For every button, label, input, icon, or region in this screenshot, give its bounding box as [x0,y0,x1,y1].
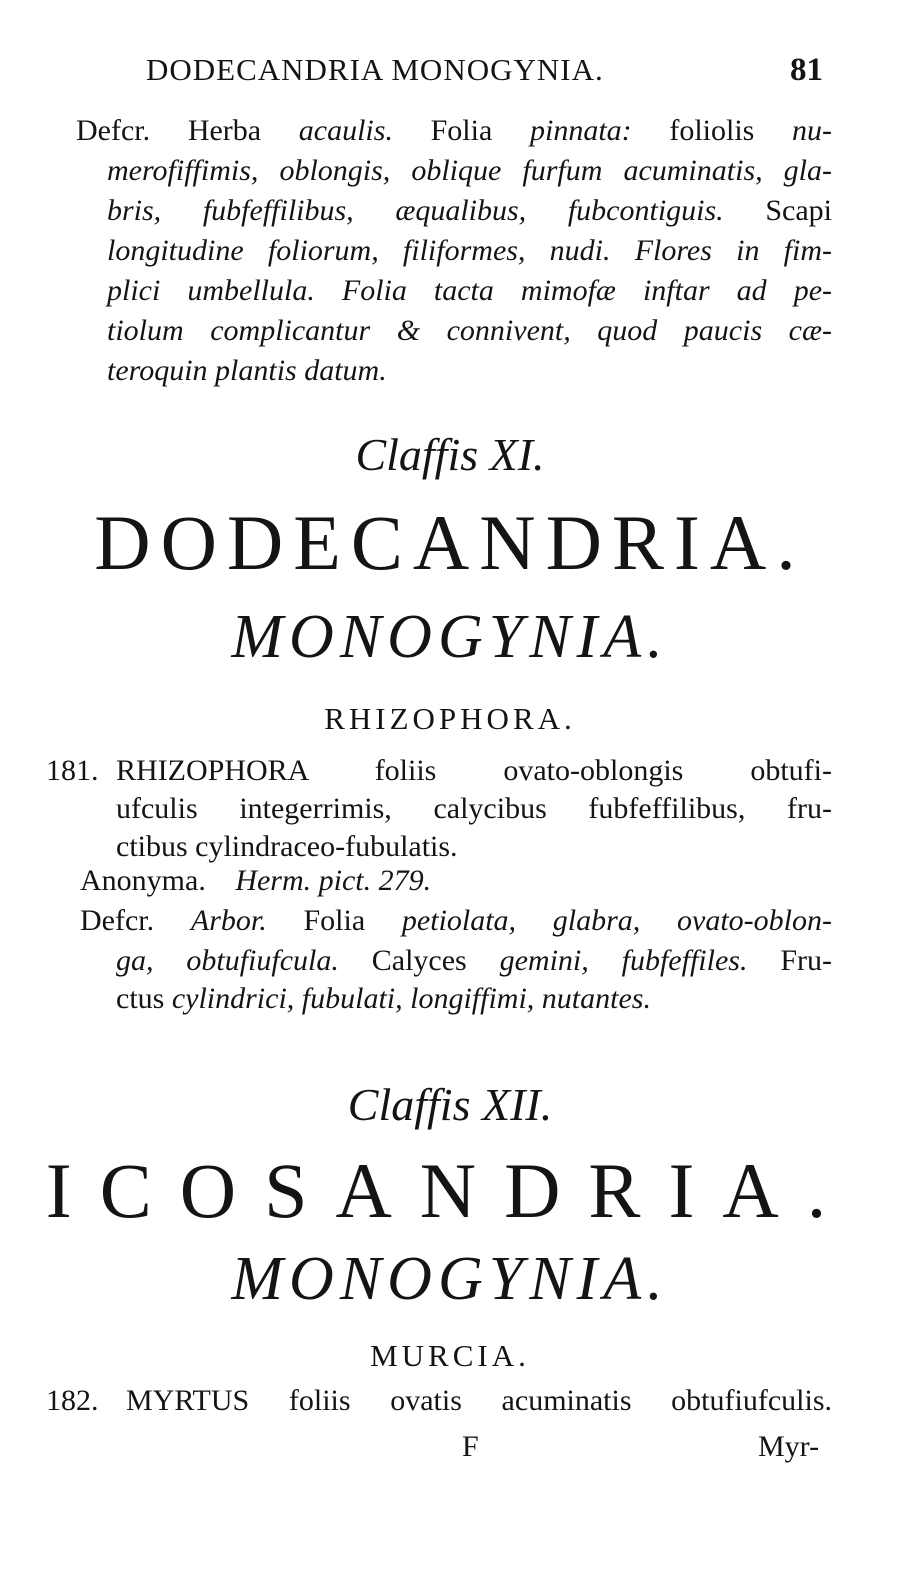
entry-descr-line-3: ctus cylindrici, fubulati, longiffimi, nutantes. [116,982,651,1015]
entry-number: 182. [46,1384,99,1417]
class-name-icosandria: ICOSANDRIA. [45,1147,855,1234]
classis-xii-heading: Claffis XII. [347,1079,553,1130]
entry-line-1: RHIZOPHORA foliis ovato-oblongis obtufi- [116,754,832,787]
synonym-line [80,862,431,900]
descr-line-1: Defcr. Herba acaulis. Folia pinnata: foliolis nu- [76,114,833,147]
order-name-monogynia-2: MONOGYNIA. [231,1245,669,1313]
signature-mark: F [462,1430,479,1463]
order-name-monogynia: MONOGYNIA. [231,603,669,671]
classis-xi-heading: Claffis XI. [355,429,545,480]
synonym-label: Anonyma. [80,864,206,897]
descr-line-6: tiolum complicantur & connivent, quod paucis cæ- [107,314,832,347]
catchword: Myr- [758,1430,820,1463]
descr-line-2: merofiffimis, oblongis, oblique furfum acuminatis, gla- [107,154,832,187]
descr-line-7: teroquin plantis datum. [107,354,387,387]
entry-line-2: ufculis integerrimis, calycibus fubfeffilibus, fru- [116,792,832,825]
entry-number: 181. [46,754,99,787]
descr-label: Defcr. [76,114,151,147]
genus-heading-rhizophora: RHIZOPHORA. [324,701,576,736]
entry-descr-line-1: Defcr. Arbor. Folia petiolata, glabra, ovato-oblon- [80,904,833,937]
entry-descr-line-2: ga, obtufiufcula. Calyces gemini, fubfeffiles. Fru- [116,944,833,977]
synonym-reference: Herm. pict. 279. [235,864,432,897]
page-number: 81 [790,52,823,88]
entry-line-3: ctibus cylindraceo-fubulatis. [116,830,458,863]
descr-line-5: plici umbellula. Folia tacta mimofæ inftar ad pe- [107,274,832,307]
descr-line-3: bris, fubfeffilibus, æqualibus, fubcontiguis. Scapi [107,194,832,227]
running-title: DODECANDRIA MONOGYNIA. [146,52,604,87]
entry-line-1: MYRTUS foliis ovatis acuminatis obtufiufculis. [126,1384,832,1417]
class-name-dodecandria: DODECANDRIA. [94,499,806,586]
genus-heading-murcia: MURCIA. [370,1338,530,1373]
descr-line-4: longitudine foliorum, filiformes, nudi. Flores in fim- [107,234,832,267]
